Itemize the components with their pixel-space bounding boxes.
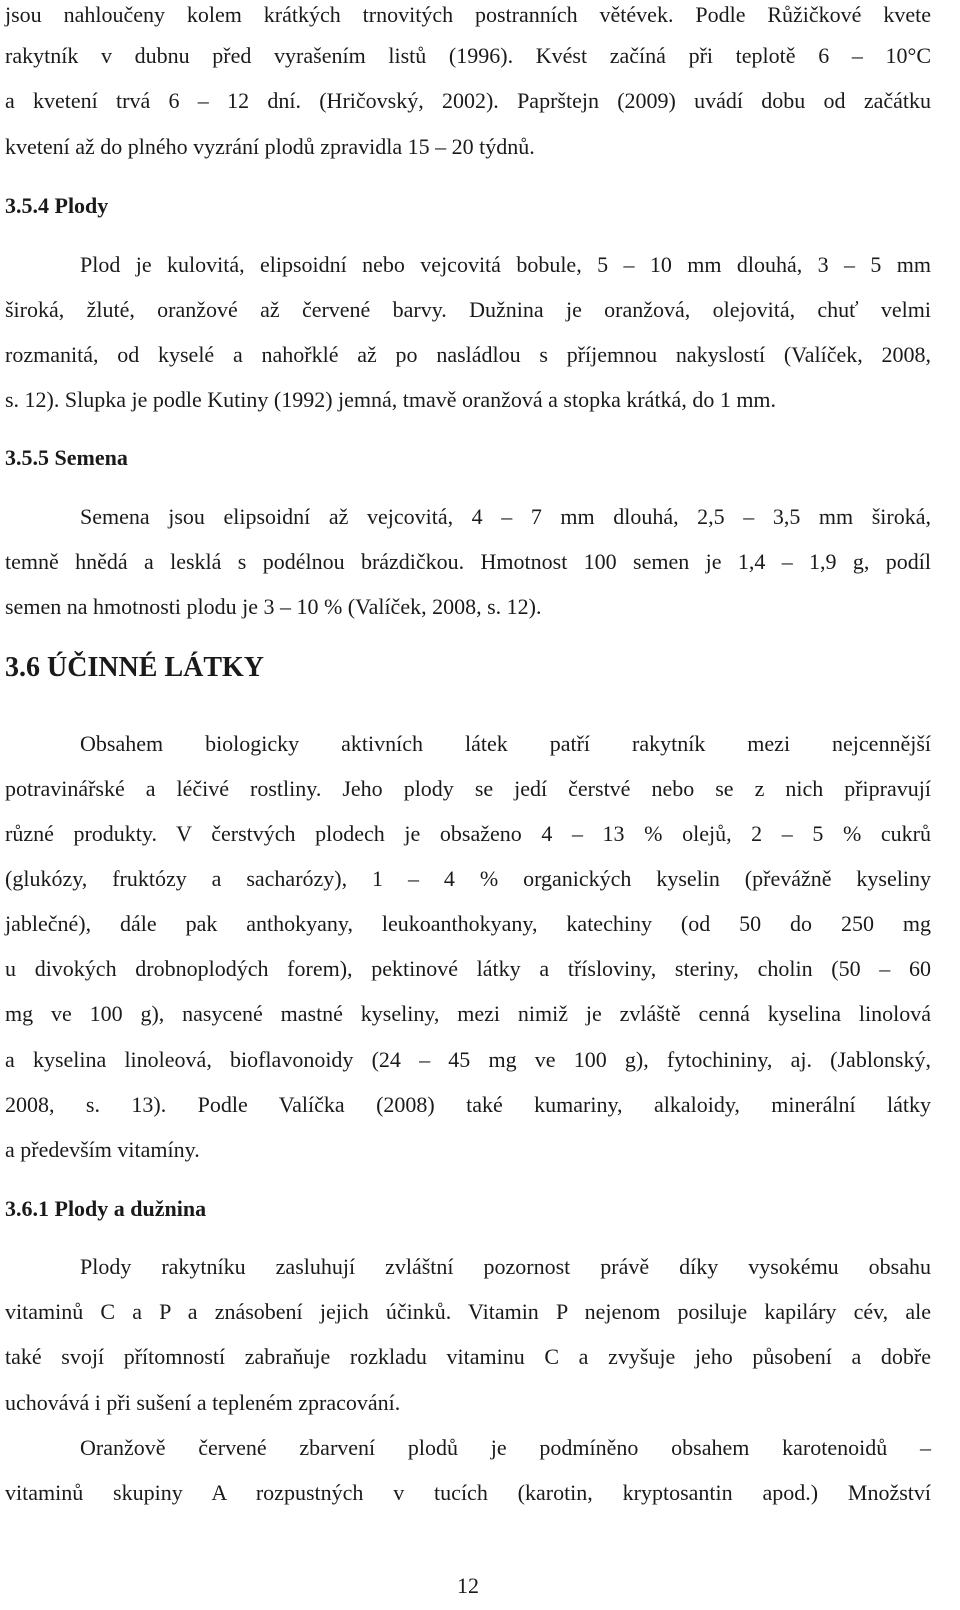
text-line: a především vitamíny. xyxy=(5,1137,200,1162)
text-line: jablečné), dále pak anthokyany, leukoanthokyany, katechiny (od 50 do 250 mg xyxy=(5,911,931,936)
text-line: Oranžově červené zbarvení plodů je podmíněno obsahem karotenoidů – xyxy=(80,1435,931,1460)
section-heading: 3.5.4 Plody xyxy=(5,193,109,218)
text-line: a kvetení trvá 6 – 12 dní. (Hričovský, 2002). Papršteјn (2009) uvádí dobu od začátku xyxy=(5,88,931,113)
page-number: 12 xyxy=(457,1573,479,1598)
text-line: mg ve 100 g), nasycené mastné kyseliny, mezi nimiž je zvláště cenná kyselina linolová xyxy=(5,1001,931,1026)
text-line: 2008, s. 13). Podle Valíčka (2008) také kumariny, alkaloidy, minerální látky xyxy=(5,1092,931,1117)
text-line: Plod je kulovitá, elipsoidní nebo vejcovitá bobule, 5 – 10 mm dlouhá, 3 – 5 mm xyxy=(80,252,931,277)
section-heading: 3.6.1 Plody a dužnina xyxy=(5,1196,207,1221)
section-heading: 3.5.5 Semena xyxy=(5,445,128,470)
text-line: (glukózy, fruktózy a sacharózy), 1 – 4 % organických kyselin (převážně kyseliny xyxy=(5,866,931,891)
text-line: široká, žluté, oranžové až červené barvy. Dužnina je oranžová, olejovitá, chuť velmi xyxy=(5,297,931,322)
text-line: vitaminů skupiny A rozpustných v tucích (karotin, kryptosantin apod.) Množství xyxy=(5,1480,931,1505)
chapter-heading: 3.6 ÚČINNÉ LÁTKY xyxy=(5,652,265,683)
text-line: a kyselina linoleová, bioflavonoidy (24 – 45 mg ve 100 g), fytochininy, aj. (Jablonský, xyxy=(5,1047,931,1072)
text-line: semen na hmotnosti plodu je 3 – 10 % (Valíček, 2008, s. 12). xyxy=(5,594,542,619)
text-line: u divokých drobnoplodých forem), pektinové látky a třísloviny, steriny, cholin (50 – 60 xyxy=(5,956,931,981)
text-line: kvetení až do plného vyzrání plodů zpravidla 15 – 20 týdnů. xyxy=(5,134,535,159)
text-line: Plody rakytníku zasluhují zvláštní pozornost právě díky vysokému obsahu xyxy=(80,1254,931,1279)
text-line: potravinářské a léčivé rostliny. Jeho plody se jedí čerstvé nebo se z nich připravují xyxy=(5,776,931,801)
text-line: různé produkty. V čerstvých plodech je obsaženo 4 – 13 % olejů, 2 – 5 % cukrů xyxy=(5,821,931,846)
text-line: s. 12). Slupka je podle Kutiny (1992) jemná, tmavě oranžová a stopka krátká, do 1 mm. xyxy=(5,387,777,412)
text-line: vitaminů C a P a znásobení jejich účinků. Vitamin P nejenom posiluje kapiláry cév, ale xyxy=(5,1299,931,1324)
text-line: také svojí přítomností zabraňuje rozkladu vitaminu C a zvyšuje jeho působení a dobře xyxy=(5,1344,931,1369)
text-line: rozmanitá, od kyselé a nahořklé až po nasládlou s příjemnou nakyslostí (Valíček, 2008, xyxy=(5,342,931,367)
text-line: Semena jsou elipsoidní až vejcovitá, 4 – 7 mm dlouhá, 2,5 – 3,5 mm široká, xyxy=(80,504,931,529)
text-line: uchovává i při sušení a tepleném zpracování. xyxy=(5,1390,401,1415)
text-line: temně hnědá a lesklá s podélnou brázdičkou. Hmotnost 100 semen je 1,4 – 1,9 g, podíl xyxy=(5,549,931,574)
text-line: jsou nahloučeny kolem krátkých trnovitých postranních větévek. Podle Růžičkové kvete xyxy=(5,2,931,27)
text-line: Obsahem biologicky aktivních látek patří rakytník mezi nejcennější xyxy=(80,731,931,756)
text-line: rakytník v dubnu před vyrašením listů (1996). Kvést začíná při teplotě 6 – 10°C xyxy=(5,43,931,68)
